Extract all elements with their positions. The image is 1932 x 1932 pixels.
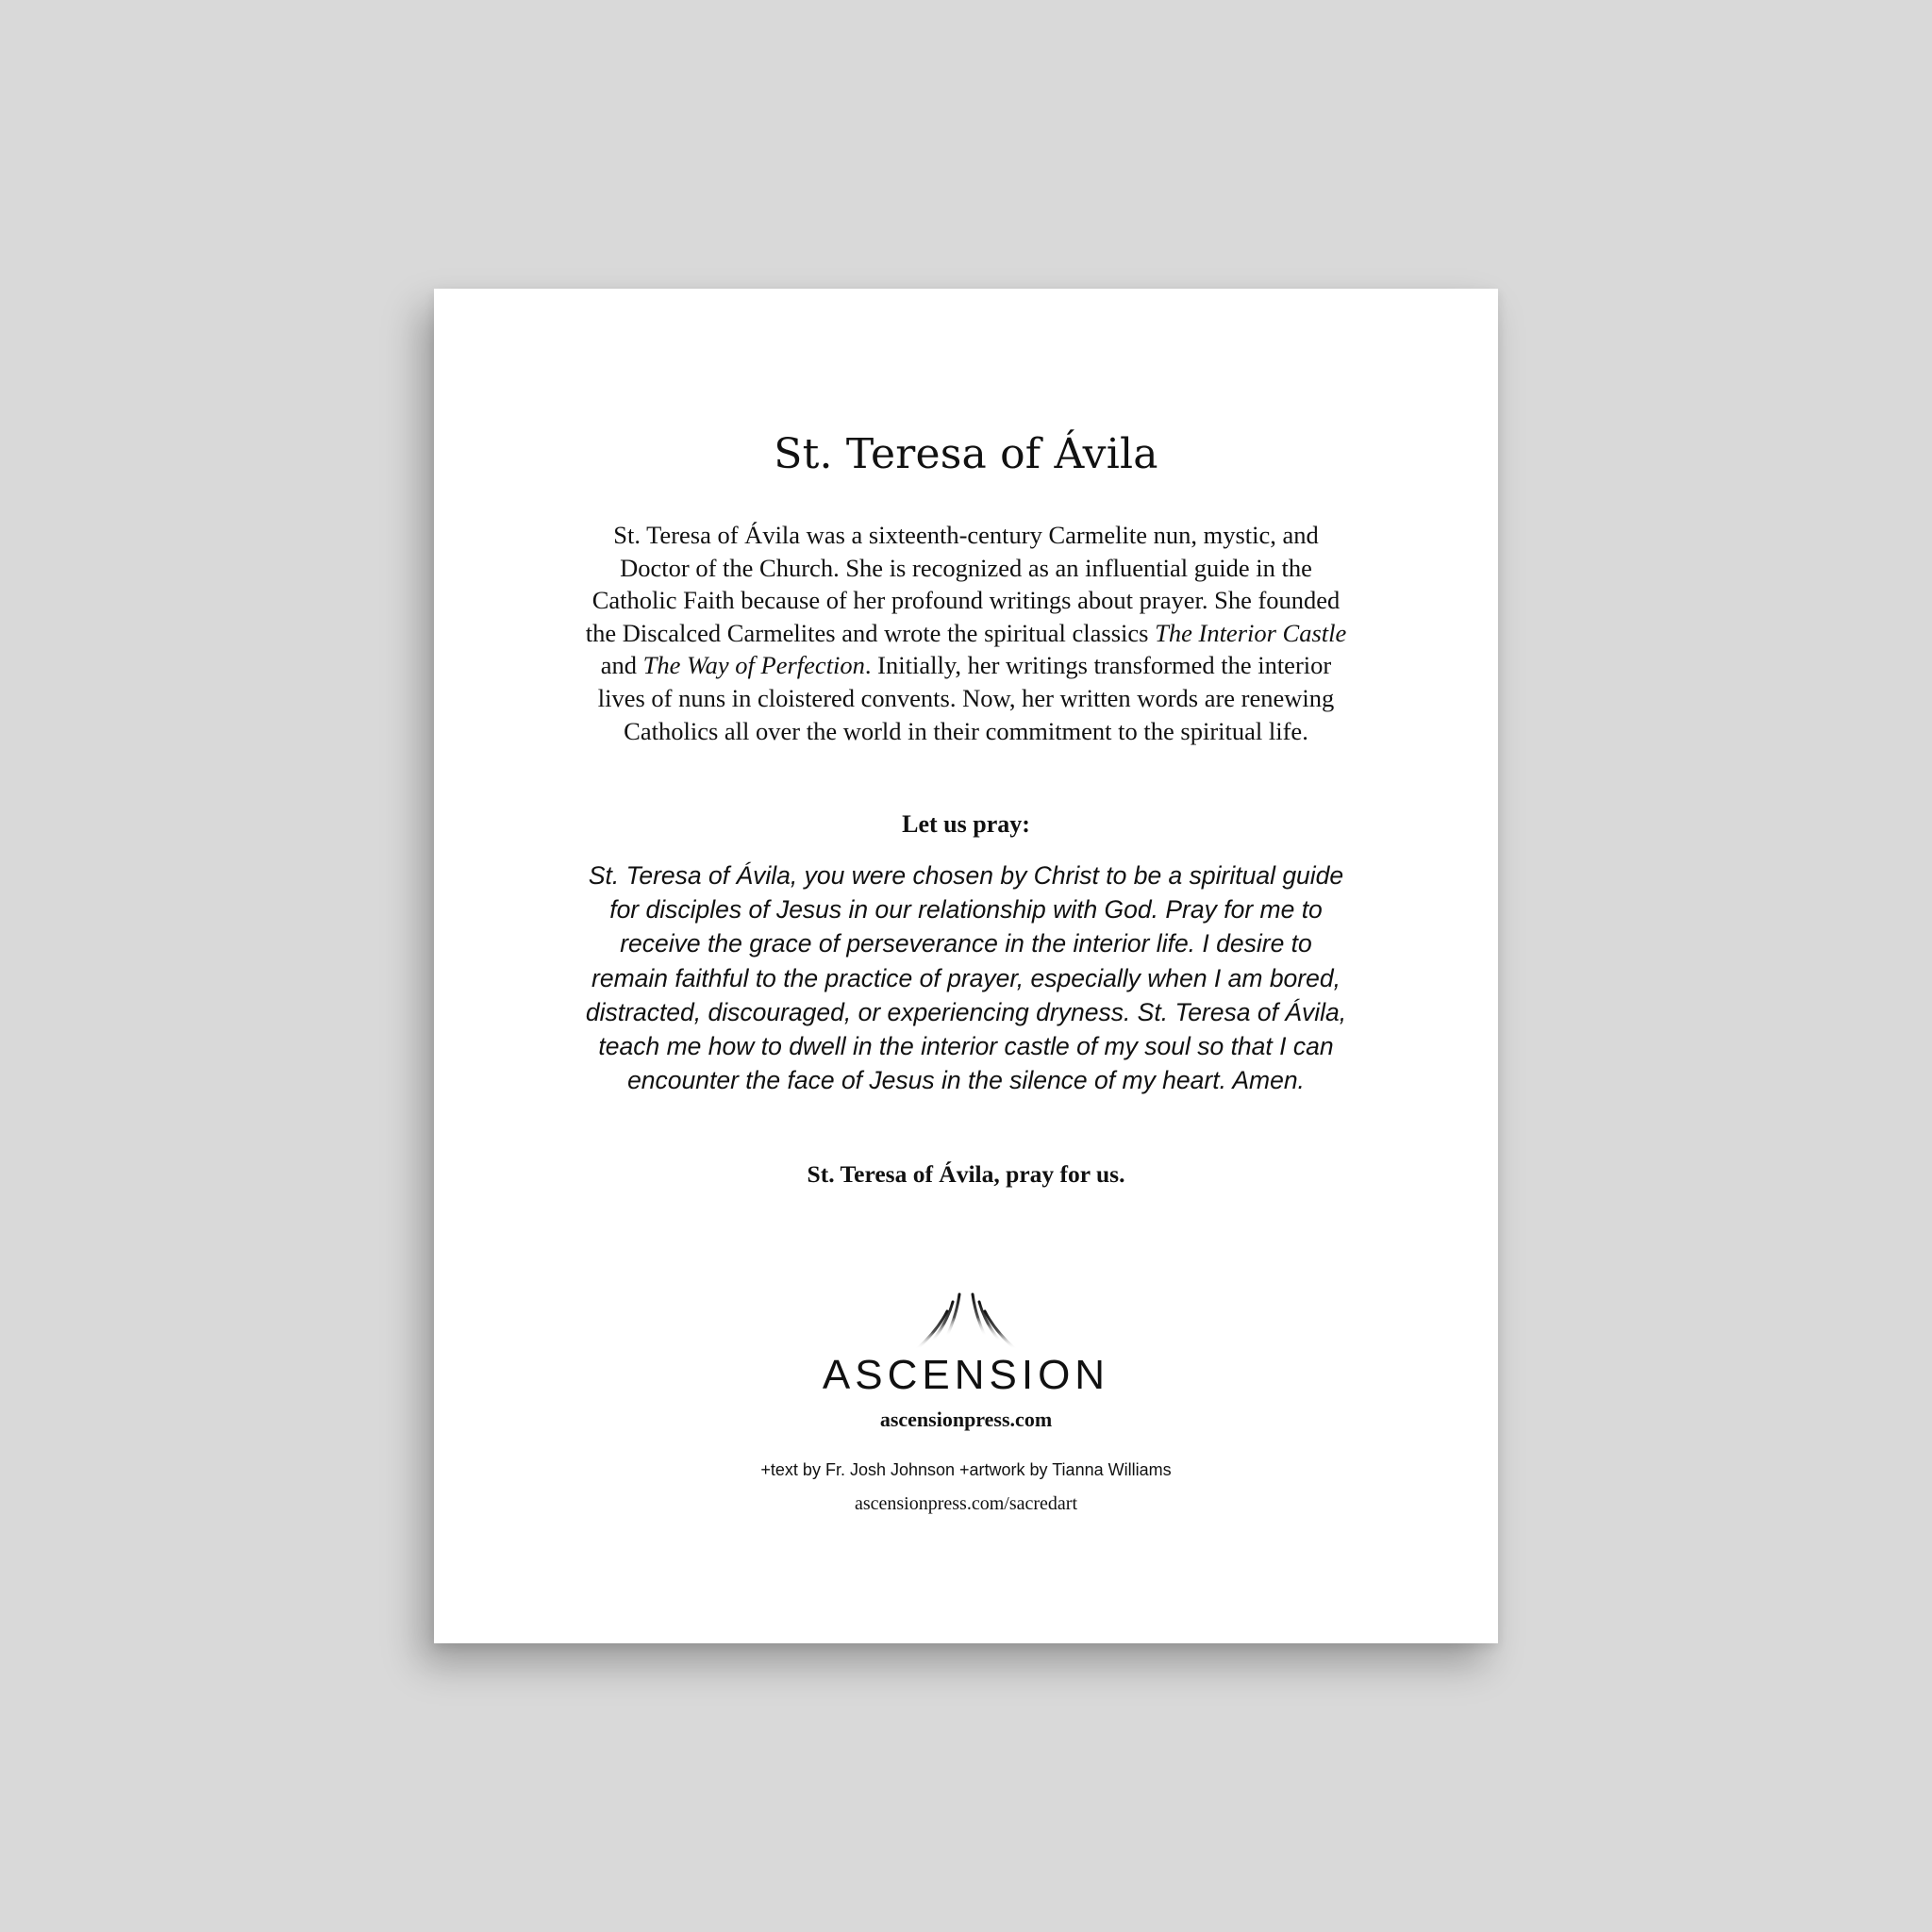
sacred-art-url: ascensionpress.com/sacredart	[854, 1493, 1077, 1514]
bio-text-part-1: St. Teresa of Ávila was a sixteenth-century Carmelite nun, mystic, and Doctor of the Church. She is recognized as an influential guide in the Catholic Faith because of her profound writings about prayer. She founded the Discalced Carmelites and wrote the spiritual classics	[585, 521, 1341, 647]
closing-invocation: St. Teresa of Ávila, pray for us.	[807, 1160, 1125, 1188]
biography-paragraph	[585, 519, 1347, 747]
brand-url: ascensionpress.com	[879, 1407, 1053, 1431]
credits-line: +text by Fr. Josh Johnson +artwork by Tianna Williams	[760, 1460, 1172, 1479]
book-title-interior-castle: The Interior Castle	[1155, 618, 1347, 647]
prayer-card	[434, 289, 1498, 1643]
prayer-heading: Let us pray:	[902, 810, 1030, 838]
ascension-rays-icon	[909, 1287, 1023, 1360]
book-title-way-of-perfection: The Way of Perfection	[642, 651, 865, 680]
bio-text-part-2: . Initially, her writings transformed the interior lives of nuns in cloistered convents. Now, her written words are renewing Catholics all over the world in their commitment to the spiritual life.	[597, 651, 1335, 745]
prayer-text: St. Teresa of Ávila, you were chosen by Christ to be a spiritual guide for disciples of Jesus in our relationship with God. Pray for me to receive the grace of perseverance in the interior life. I desire to remain faithful to the practice of prayer, especially when I am bored, distracted, discouraged, or experiencing dryness. St. Teresa of Ávila, teach me how to dwell in the interior castle of my soul so that I can encounter the face of Jesus in the silence of my heart. Amen.	[585, 861, 1347, 1095]
card-title: St. Teresa of Ávila	[774, 430, 1158, 478]
bio-conjunction: and	[600, 651, 643, 680]
brand-name: ASCENSION	[822, 1352, 1110, 1398]
